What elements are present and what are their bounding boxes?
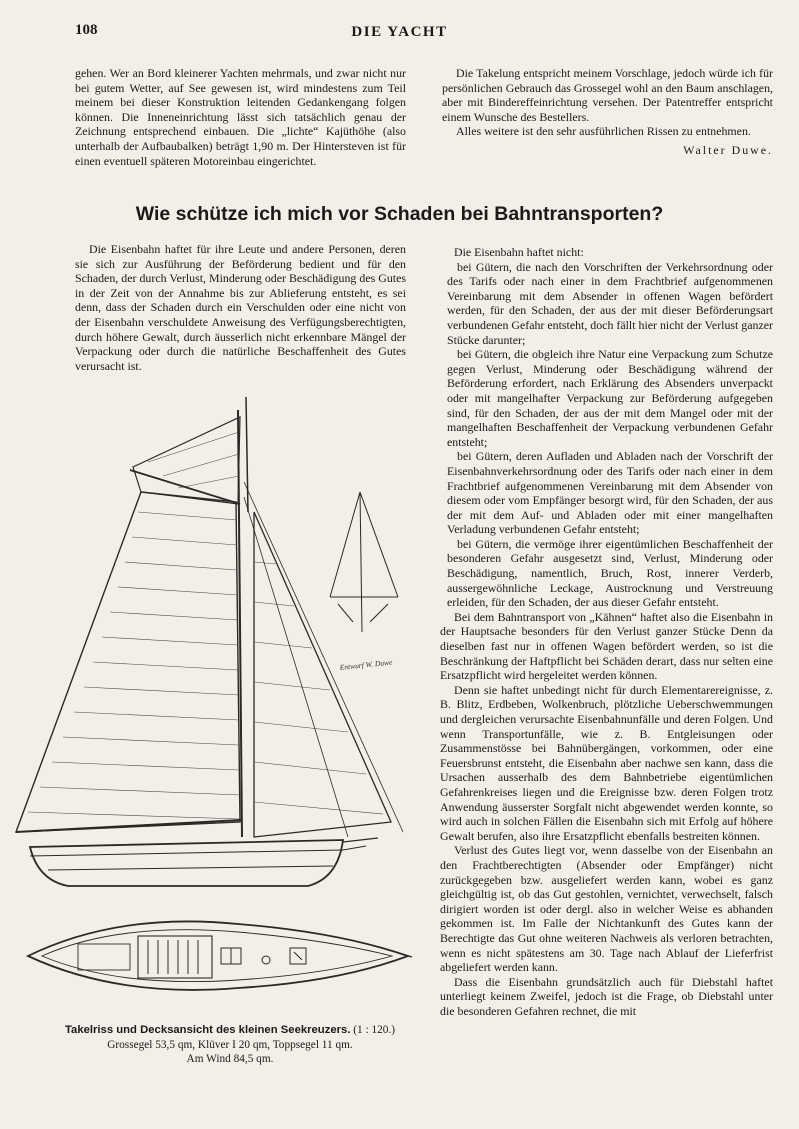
paragraph: Die Eisenbahn haftet für ihre Leute und andere Personen, deren sie sich zur Ausführung der Beförderung bedient und für den Schaden, der durch Verlust, Minderung oder Beschädigung des Gutes in der Zeit von der Annahme bis zur Ablieferung entsteht, es sei denn, dass der Schaden durch ein Verschulden oder eine nicht von der Eisenbahn verschuldete Anweisung des Verfügungsberechtigten, durch höhere Gewalt, durch äusserlich nicht erkennbare Mängel der Verpackung oder durch die natürliche Beschaffenheit des Gutes verursacht ist.: [75, 242, 406, 373]
paragraph: Verlust des Gutes liegt vor, wenn dasselbe von der Eisenbahn an den Frachtberechtigten (Absender oder Empfänger) nicht zurückgegeben bzw. ausgeliefert werden kann, wobei es ganz gleichgültig ist, ob das Gut gestohlen, vernichtet, verwechselt, falsch dirigiert worden ist oder dergl. also in welcher Weise es abhanden gekommen ist. Im Falle der Nichtankunft des Gutes kann der Berechtigte das Gut ohne weiteren Nachweis als verloren betrachten, wenn es nicht spätestens am 30. Tage nach Ablauf der Lieferfrist abgeliefert werden kann.: [440, 843, 773, 975]
sail-plan-figure: [8, 392, 413, 1014]
paragraph: Bei dem Bahntransport von „Kähnen“ haftet also die Eisenbahn in der Hauptsache besonders für den Verlust ganzer Stücke Denn da dieselben fast nur in offenen Wagen befördert werden, so ist die Beschränkung der Haftpflicht bei Schäden derart, dass nur selten eine Ersatzpflicht wird hergeleitet werden können.: [440, 609, 773, 683]
paragraph: Alles weitere ist den sehr ausführlichen Rissen zu entnehmen.: [456, 124, 751, 139]
rigging-detail: [330, 492, 398, 632]
paragraph: Denn sie haftet unbedingt nicht für durch Elementarereignisse, z. B. Blitz, Erdbeben, Wolkenbruch, plötzliche Ueberschwemmungen und dergleichen verursachte Eisenbahnunfälle und deren Folgen. Und wenn Transportunfälle, wie z. B. Entgleisungen oder Zusammenstösse bei Bahnübergängen, vorkommen, oder eine Feuersbrunst entsteht, die Eisenbahn aber nachwe sen kann, dass die Ursachen ausserhalb des dem Bahnbetriebe eigentümlichen Gefahrenkreises liegen und die Ereignisse bzw. deren Folgen trotz Anwendung äusserster Sorgfalt nicht abgewendet werden konnte, so wird auch in solchen Fällen die Eisenbahn sich mit Erfolg auf höhere Gewalt berufen, also ihre Ersatzpflicht ebenfalls bestreiten können.: [440, 682, 773, 843]
author-signature: Walter Duwe.: [683, 142, 773, 157]
topsail: [133, 417, 240, 504]
article-right-column: [440, 245, 773, 1018]
caption-line-1: [40, 1023, 420, 1038]
paragraph: gehen. Wer an Bord kleinerer Yachten mehrmals, und zwar nicht nur bei gutem Wetter, auf See gewesen ist, wird mindestens zum Teil meinem bei dieser Konstruktion leitenden Gedankengang folgen können. Die Inneneinrichtung lässt sich tatsächlich genau der Zeichnung entsprechend einbauen. Die „lichte“ Kajüthöhe (also unterhalb der Aufbaubalken) beträgt 1,90 m. Der Hintersteven ist für einen eventuell späteren Motoreinbau eingerichtet.: [75, 66, 406, 168]
caption-scale: (1 : 120.): [353, 1024, 396, 1036]
hull-profile: [30, 840, 343, 886]
jib: [254, 512, 391, 837]
top-left-column: [75, 66, 406, 168]
article-headline: Wie schütze ich mich vor Schaden bei Bahntransporten?: [135, 203, 664, 225]
list-item: bei Gütern, die vermöge ihrer eigentümlichen Beschaffenheit der besonderen Gefahr ausgesetzt sind, Verlust, Minderung oder Beschädigung, namentlich, Bruch, Rost, innerer Verderb, aussergewöhnliche Leckage, Austrocknung und Verstreuung erleiden, für den Schaden, der aus dieser Gefahr entsteht.: [447, 536, 773, 610]
drawing-note: Entwurf W. Duwe: [339, 657, 393, 672]
mainsail-seams: [28, 512, 240, 819]
list-item: bei Gütern, die obgleich ihre Natur eine Verpackung zum Schutze gegen Verlust, Minderung oder Beschädigung während der Beförderung erfordert, nach Erklärung des Absenders unverpackt oder mit mangelhafter Verpackung zur Beförderung aufgegeben sind, für den Schaden, der aus der mit dem Mangel oder mit der mangelhaften Beschaffenheit der Verpackung verbundenen Gefahr entsteht;: [447, 347, 773, 449]
paragraph: Die Takelung entspricht meinem Vorschlage, jedoch würde ich für persönlichen Gebrauch das Grossegel wohl an den Baum anschlagen, aber mit Bindereffeinrichtung versehen. Der Patentreffer entspricht einem Wunsche des Bestellers.: [442, 66, 773, 124]
deck-plan: [28, 921, 408, 989]
figure-caption: [40, 1023, 420, 1067]
caption-title: Takelriss und Decksansicht des kleinen Seekreuzers.: [64, 1024, 351, 1036]
mainsail: [16, 492, 240, 832]
list-item: bei Gütern, die nach den Vorschriften der Verkehrsordnung oder des Tarifs oder nach einer in dem Frachtbrief aufgenommenen Vereinbarung mit dem Absender in offenen Wagen befördert werden, für den Schaden, der aus der mit dieser Beförderungsart verbundenen Gefahr entsteht, doch fällt hier nicht der Verlust ganzer Stücke darunter;: [447, 259, 773, 347]
gaff: [130, 470, 240, 504]
paragraph: Dass die Eisenbahn grundsätzlich auch für Diebstahl haftet unterliegt keinem Zweifel, jedoch ist die Frage, ob Diebstahl unter die besonderen Gefahren rechnet, die mit: [440, 974, 773, 1018]
caption-line-3: Am Wind 84,5 qm.: [186, 1053, 274, 1065]
paragraph: Die Eisenbahn haftet nicht:: [454, 245, 584, 259]
top-right-column: [442, 66, 773, 158]
topmast: [246, 397, 248, 512]
caption-line-2: Grossegel 53,5 qm, Klüver I 20 qm, Toppsegel 11 qm.: [107, 1038, 353, 1051]
list-item: bei Gütern, deren Aufladen und Abladen nach der Vorschrift der Eisenbahnverkehrsordnung oder des Tarifs oder nach einer in dem Frachtbrief aufgenommenen Vereinbarung mit dem Absender von diesem oder vom Empfänger besorgt wird, für den Schaden, der aus der mit dem Auf- und Abladen oder mit einer mangelhaften Verladung verbundenen Gefahr entsteht;: [447, 449, 773, 537]
running-head: DIE YACHT: [351, 24, 448, 40]
page-number: 108: [75, 22, 98, 38]
boom: [16, 820, 241, 832]
article-left-column: [75, 242, 406, 373]
